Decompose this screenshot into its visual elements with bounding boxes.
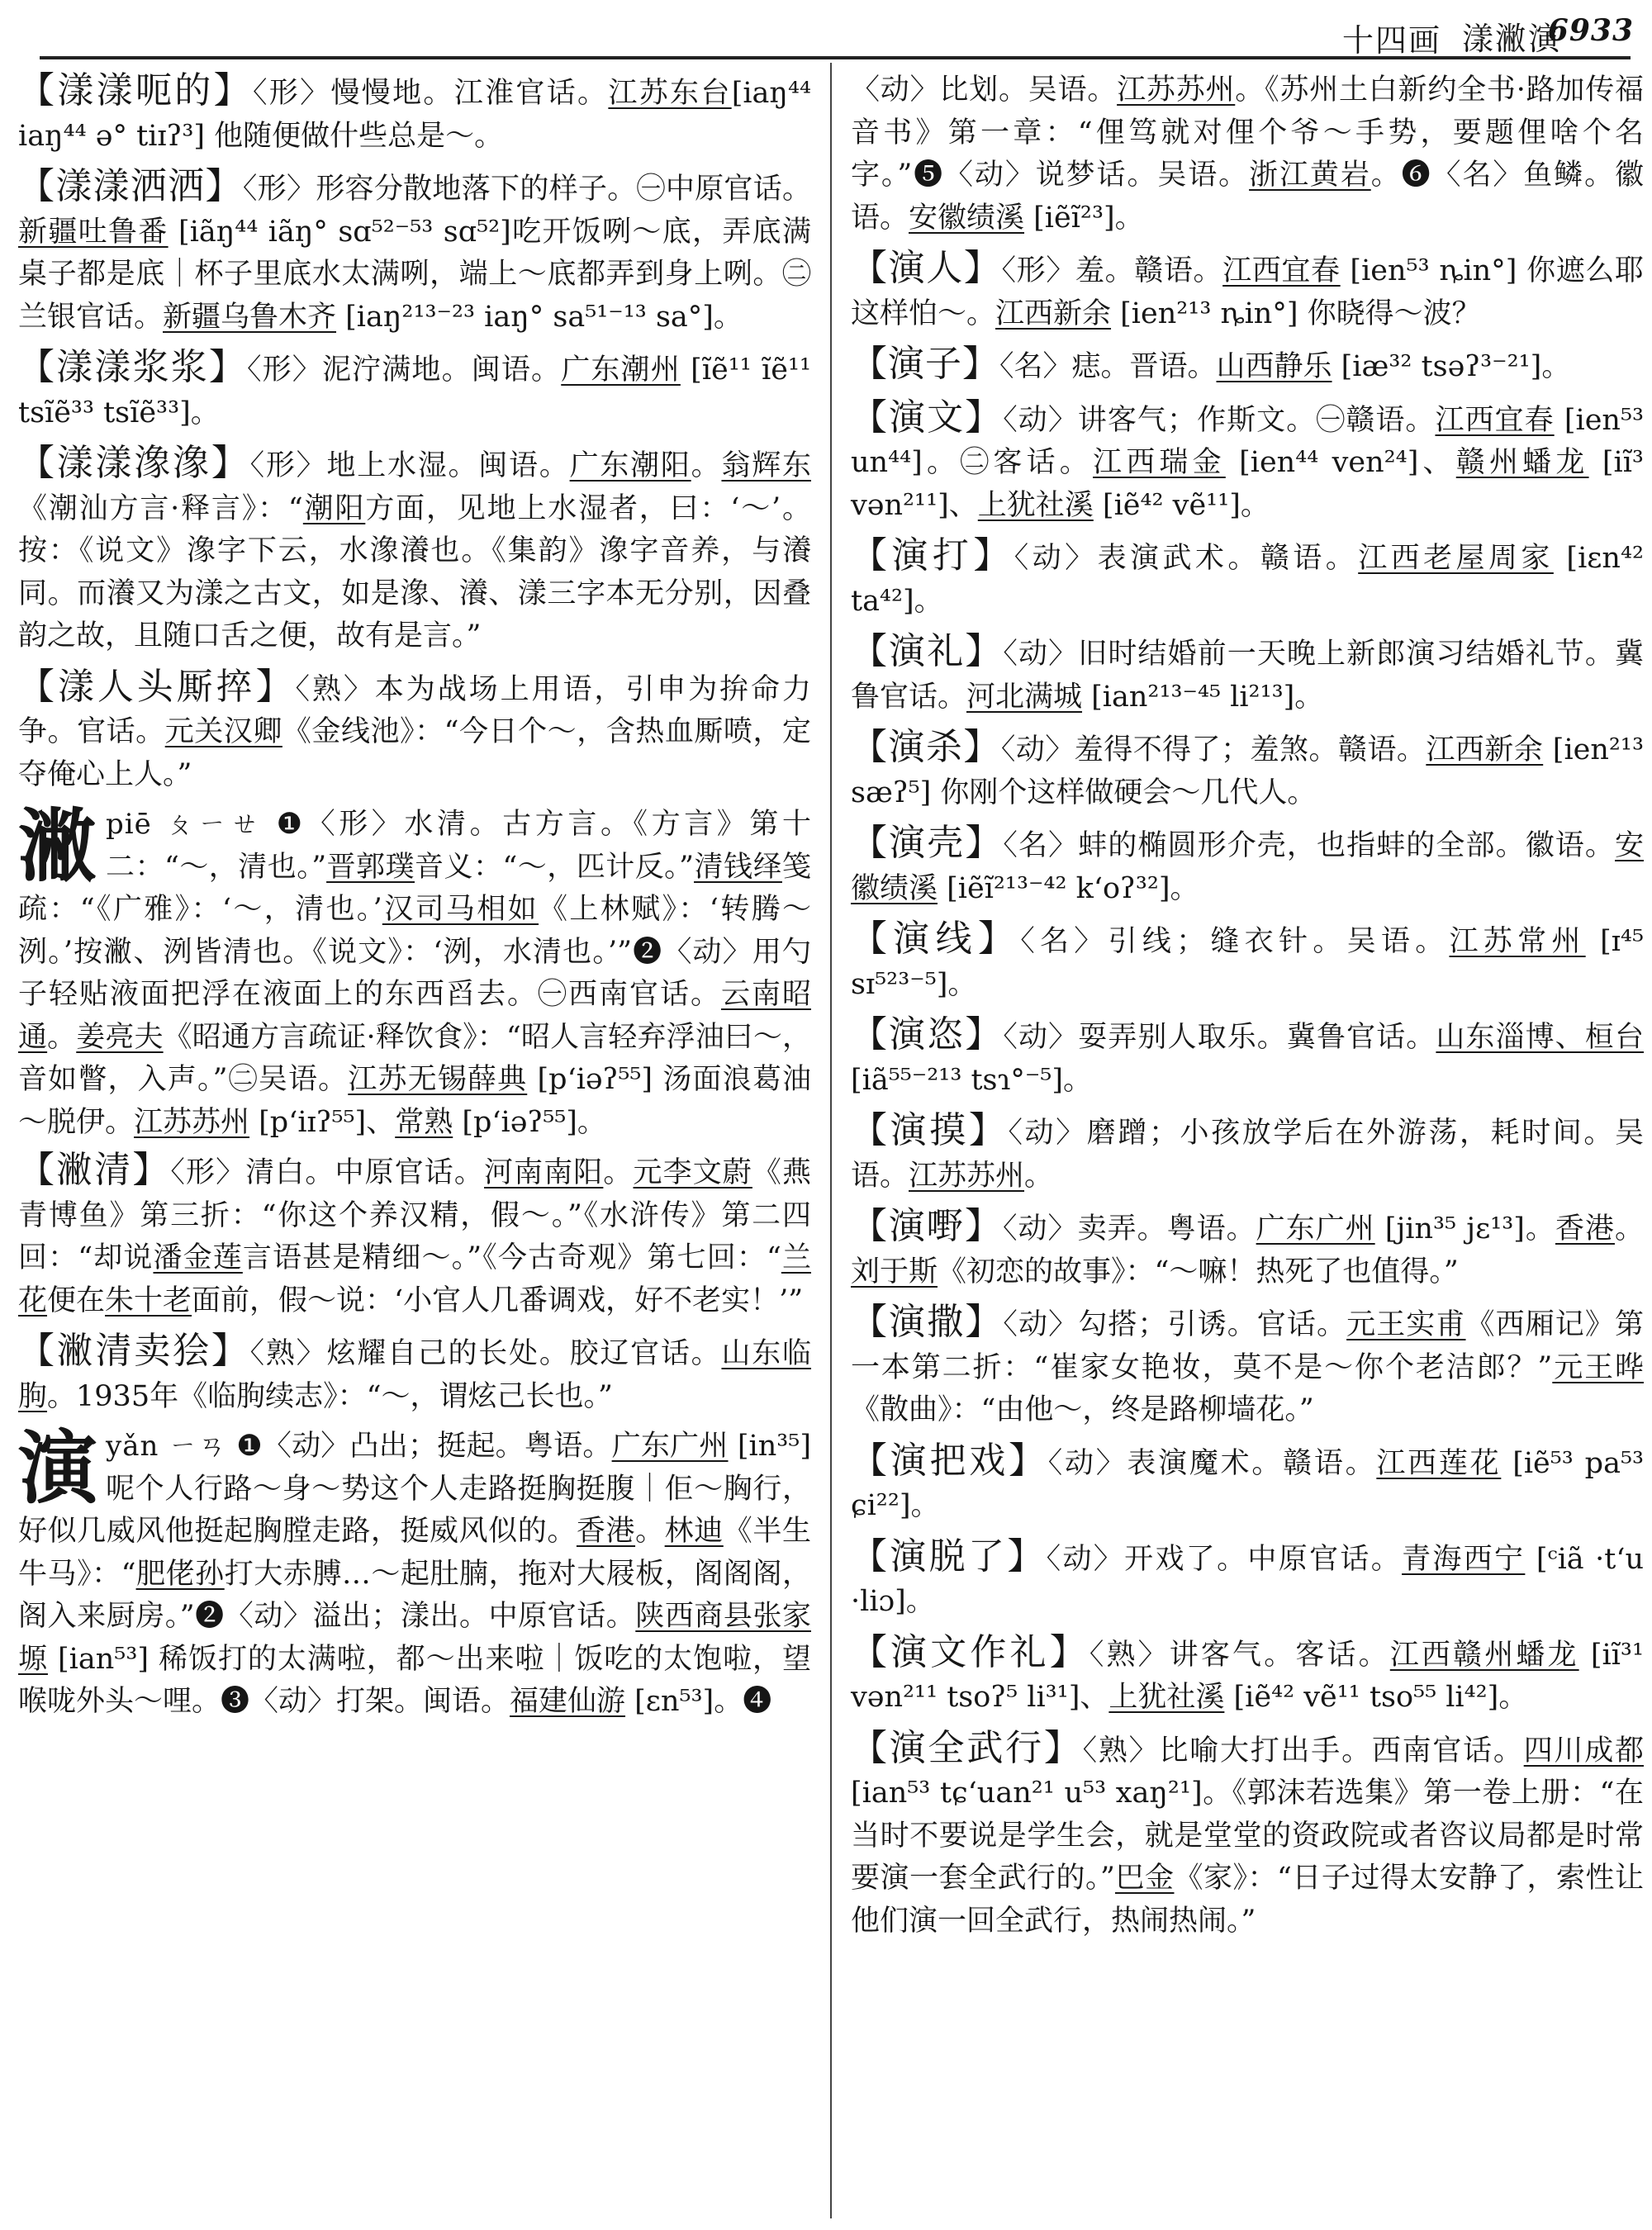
- place-name: 安徽绩溪: [909, 201, 1025, 235]
- entry-headword: 漾漾洒洒: [55, 165, 206, 207]
- place-name: 山东淄博、桓台: [1436, 1021, 1644, 1054]
- entry-yanren: 【演人】〈形〉羞。赣语。江西宜春 [ien⁵³ ȵin°] 你遮么耶这样怕～。江西新余 [ien²¹³ ȵin°] 你晓得～波？: [851, 247, 1645, 330]
- place-name: 安徽绩溪: [851, 829, 1645, 905]
- page-number: 6933: [1547, 13, 1634, 48]
- char-entry-yan: 演 yǎn ㄧㄢ ❶〈动〉凸出；挺起。粤语。广东广州 [in³⁵] 呢个人行路～身～势这个人走路挺胸挺腹｜佢～胸行，好似几威风他挺起胸膛走路，挺威风似的。香港。林迪《半生牛马》：“肥佬孙打大赤膊…～起肚腩，拖对大屐板，阁阁阁，阁入来厨房。”❷〈动〉溢出；漾出。中原官话。陕西商县张家塬 [ian⁵³] 稀饭打的太满啦，都～出来啦｜饭吃的太饱啦，望喉咙外头～哩。❸〈动〉打架。闽语。福建仙游 [ɛn⁵³]。❹: [18, 1421, 811, 1718]
- person-name: 姜亮夫: [76, 1020, 164, 1054]
- header-rule: [40, 56, 1631, 59]
- entry-pronunciation: [iaŋ²¹³⁻²³ iaŋ° sa⁵¹⁻¹³ sa°]。: [336, 300, 743, 334]
- entry-definition: ❶〈动〉凸出；挺起。粤语。: [226, 1430, 612, 1463]
- entry-definition: 〈形〉慢慢地。江淮官话。: [252, 77, 609, 110]
- entry-yanzi-2: 【演恣】〈动〉耍弄别人取乐。冀鲁官话。山东淄博、桓台 [iã⁵⁵⁻²¹³ tsɿ°⁻⁵]。: [851, 1013, 1644, 1097]
- entry-pieqing-maikuai: 【潎清卖狯】〈熟〉炫耀自己的长处。胶辽官话。山东临朐。1935年《临朐续志》：“～，谓炫己长也。”: [18, 1330, 812, 1413]
- place-name: 常熟: [395, 1105, 453, 1139]
- entry-pronunciation: [ᶜiã ·t‘u ·liɔ]。: [851, 1542, 1644, 1618]
- entry-headword: 演壳: [889, 822, 966, 864]
- person-name: 潘金莲: [153, 1241, 243, 1274]
- entry-pronunciation: [iẽ⁵³ pa⁵³ ɕi²²]。: [851, 1446, 1645, 1522]
- place-name: 广东潮阳: [569, 449, 691, 482]
- place-name: 江西新余: [1426, 733, 1544, 766]
- place-name: 江苏苏州: [1117, 74, 1236, 107]
- entry-pronunciation: [ɪ⁴⁵ sɪ⁵²³⁻⁵]。: [851, 925, 1644, 1001]
- entry-definition: 〈名〉蚌的椭圆形介壳，也指蚌的全部。徽语。: [1003, 829, 1615, 862]
- entry-definition: 〈动〉耍弄别人取乐。冀鲁官话。: [1003, 1021, 1436, 1054]
- place-name: 新疆吐鲁番: [18, 215, 169, 249]
- entry-yantuole: 【演脱了】〈动〉开戏了。中原官话。青海西宁 [ᶜiã ·t‘u ·liɔ]。: [851, 1535, 1644, 1618]
- entry-headword: 漾人头厮捽: [57, 665, 256, 708]
- person-name: 巴金: [1114, 1862, 1175, 1895]
- pinyin-zhuyin: yǎn ㄧㄢ: [106, 1430, 227, 1463]
- entry-yanye: 【演嘢】〈动〉卖弄。粤语。广东广州 [jin³⁵ jɛ¹³]。香港。刘于斯《初恋的故事》：“～嘛！热死了也值得。”: [851, 1205, 1644, 1288]
- entry-headword: 演文: [889, 396, 966, 439]
- entry-yanbaxi: 【演把戏】〈动〉表演魔术。赣语。江西莲花 [iẽ⁵³ pa⁵³ ɕi²²]。: [851, 1439, 1645, 1522]
- place-name: 云南昭通: [18, 978, 811, 1054]
- entry-yangyang-ede: 【漾漾呃的】〈形〉慢慢地。江淮官话。江苏东台[iaŋ⁴⁴ iaŋ⁴⁴ ə° tiɪʔ³] 他随便做什些总是～。: [18, 69, 812, 153]
- entry-definition: 〈名〉痣。晋语。: [999, 350, 1217, 383]
- citation-text: 《潮汕方言·释言》：“: [18, 491, 303, 525]
- place-name: 江西赣州蟠龙: [1389, 1638, 1579, 1672]
- header-guide-words: 漾潎演: [1461, 21, 1561, 57]
- entry-definition: 〈动〉比划。吴语。: [851, 74, 1118, 107]
- entry-continuation: 〈动〉比划。吴语。江苏苏州。《苏州土白新约全书·路加传福音书》第一章：“俚笃就对俚个爷～手势，要题俚啥个名字。”❺〈动〉说梦话。吴语。浙江黄岩。❻〈名〉鱼鳞。徽语。安徽绩溪 [iẽĩ²³]。: [851, 74, 1644, 235]
- entry-headword: 演撒: [889, 1301, 966, 1343]
- entry-pronunciation: [iẽĩ²¹³⁻⁴² k‘oʔ³²]。: [938, 871, 1199, 905]
- place-name: 新疆乌鲁木齐: [163, 300, 337, 334]
- place-name: 江西宜春: [1222, 254, 1341, 287]
- entry-headword: 漾漾潒潒: [56, 442, 211, 484]
- entry-yanmo: 【演摸】〈动〉磨蹭；小孩放学后在外游荡，耗时间。吴语。江苏苏州。: [851, 1109, 1645, 1193]
- place-name: 江西瑞金: [1093, 446, 1226, 479]
- place-name: 江苏常州: [1449, 925, 1586, 958]
- entry-definition: 〈形〉清白。中原官话。: [170, 1156, 484, 1189]
- entry-definition: 〈动〉讲客气；作斯文。㊀赣语。: [1003, 403, 1436, 437]
- person-name: 朱十老: [105, 1283, 192, 1317]
- entry-yansa: 【演撒】〈动〉勾搭；引诱。官话。元王实甫《西厢记》第一本第二折：“崔家女艳妆，莫不是～你个老洁郎？”元王晔《散曲》：“由他～，终是路柳墙花。”: [851, 1301, 1645, 1426]
- entry-definition: 〈熟〉讲客气。客话。: [1089, 1638, 1390, 1672]
- entry-pronunciation: [iɛn⁴² ta⁴²]。: [851, 542, 1645, 618]
- citation-text: 《金线池》：“今日个～，含热血厮喷，定夺俺心上人。”: [18, 715, 811, 791]
- head-character: 演: [18, 1421, 97, 1515]
- place-name: 江西老屋周家: [1358, 542, 1554, 575]
- citation-text: 《散曲》：“由他～，终是路柳墙花。”: [851, 1393, 1314, 1426]
- entry-yansha: 【演杀】〈动〉羞得不得了；羞煞。赣语。江西新余 [ien²¹³ sæʔ⁵] 你刚个这样做硬会～几代人。: [851, 726, 1644, 809]
- place-name: 香港: [1555, 1212, 1615, 1245]
- entry-headword: 漾漾浆浆: [56, 346, 209, 388]
- entry-headword: 演恣: [889, 1013, 966, 1056]
- entry-definition: 〈动〉卖弄。粤语。: [1003, 1212, 1256, 1245]
- entry-yanwen-zuoli: 【演文作礼】〈熟〉讲客气。客话。江西赣州蟠龙 [iĩ³¹ vən²¹¹ tsoʔ⁵ li³¹]、上犹社溪 [iẽ⁴² vẽ¹¹ tso⁵⁵ li⁴²]。: [851, 1630, 1644, 1714]
- entry-pronunciation: [ian²¹³⁻⁴⁵ li²¹³]。: [1082, 680, 1324, 714]
- place-name: 河南南阳: [484, 1156, 604, 1189]
- entry-headword: 演摸: [890, 1109, 969, 1151]
- entry-headword: 演文作礼: [890, 1630, 1050, 1673]
- place-name: 江西新余: [995, 297, 1112, 330]
- column-divider: [830, 63, 832, 2218]
- entry-definition: 〈形〉地上水湿。闽语。: [249, 449, 570, 482]
- pinyin-zhuyin: piē ㄆㄧㄝ: [106, 808, 263, 841]
- entry-yanli: 【演礼】〈动〉旧时结婚前一天晚上新郎演习结婚礼节。冀鲁官话。河北满城 [ian²¹³⁻⁴⁵ li²¹³]。: [851, 630, 1645, 714]
- entry-yangyang-dangdang: 【漾漾潒潒】〈形〉地上水湿。闽语。广东潮阳。翁辉东《潮汕方言·释言》：“潮阳方面，见地上水湿者，曰：‘～’。按：《说文》潒字下云，水潒瀁也。《集韵》潒字音养，与瀁同。而瀁又为漾之古文，如是潒、瀁、漾三字本无分别，因叠韵之故，且随口舌之便，故有是言。”: [18, 442, 811, 652]
- person-name: 翁辉东: [721, 449, 811, 482]
- place-name: 四川成都: [1523, 1734, 1644, 1767]
- place-name: 江苏东台: [608, 77, 732, 110]
- entry-definition: 〈动〉旧时结婚前一天晚上新郎演习结婚礼节。冀鲁官话。: [851, 638, 1645, 714]
- person-name: 元关汉卿: [164, 715, 282, 748]
- person-name: 兰花: [18, 1241, 811, 1317]
- place-name: 浙江黄岩: [1249, 159, 1371, 192]
- header-stroke-count: 十四画: [1341, 22, 1441, 59]
- entry-headword: 演嘢: [889, 1205, 966, 1247]
- citation-text: 《家》：“日子过得太安静了，索性让他们演一回全武行，热闹热闹。”: [851, 1862, 1644, 1938]
- entry-yanda: 【演打】〈动〉表演武术。赣语。江西老屋周家 [iɛn⁴² ta⁴²]。: [851, 534, 1645, 618]
- citation-text: [ian⁵³ tɕ‘uan²¹ u⁵³ xaŋ²¹]。《郭沫若选集》第一卷上册：“在当时不要说是学生会，就是堂堂的资政院或者咨议局都是时常要演一套全武行的。”: [851, 1777, 1644, 1895]
- head-character: 潎: [18, 799, 97, 893]
- entry-yangyang-jiangjiang: 【漾漾浆浆】〈形〉泥泞满地。闽语。广东潮州 [ĩẽ¹¹ ĩẽ¹¹ tsĩẽ³³ tsĩẽ³³]。: [18, 346, 812, 429]
- entry-headword: 演人: [888, 247, 964, 289]
- entry-definition: 〈动〉磨蹭；小孩放学后在外游荡，耗时间。吴语。: [851, 1117, 1645, 1193]
- entry-headword: 演脱了: [890, 1535, 1008, 1578]
- person-name: 元李文蔚: [633, 1156, 752, 1189]
- entry-definition: 〈动〉表演魔术。赣语。: [1047, 1446, 1377, 1480]
- entry-definition: ❶〈形〉水清。古方言。《方言》第十二：“～，清也。”: [106, 808, 811, 884]
- person-name: 元王实甫: [1346, 1308, 1466, 1341]
- place-name: 潮阳: [302, 491, 366, 525]
- entry-headword: 潎清: [56, 1149, 133, 1191]
- entry-pronunciation: [ĩẽ¹¹ ĩẽ¹¹ tsĩẽ³³ tsĩẽ³³]。: [18, 353, 812, 429]
- entry-headword: 演打: [891, 534, 974, 576]
- entry-yan-quanwuhang: 【演全武行】〈熟〉比喻大打出手。西南官话。四川成都 [ian⁵³ tɕ‘uan²¹ u⁵³ xaŋ²¹]。《郭沫若选集》第一卷上册：“在当时不要说是学生会，就是堂堂的资政院或者咨议局都是时常要演一套全武行的。”巴金《家》：“日子过得太安静了，索性让他们演一回全武行，热闹热闹。”: [851, 1726, 1644, 1938]
- entry-example: [iãŋ⁴⁴ iãŋ° sɑ⁵²⁻⁵³ sɑ⁵²]吃开饭咧～底，弄底满桌子都是底｜杯子里底水太满咧，端上～底都弄到身上咧。㊁兰银官话。: [18, 215, 811, 334]
- entry-headword: 演杀: [888, 726, 964, 768]
- entry-yanwen: 【演文】〈动〉讲客气；作斯文。㊀赣语。江西宜春 [ien⁵³ un⁴⁴]。㊁客话。江西瑞金 [ien⁴⁴ ven²⁴]、赣州蟠龙 [iĩ³ vən²¹¹]、上犹社溪 [iẽ⁴² vẽ¹¹]。: [851, 396, 1645, 522]
- place-name: 山西静乐: [1216, 350, 1332, 383]
- person-name: 林迪: [664, 1515, 724, 1548]
- person-name: 肥佬孙: [135, 1557, 225, 1591]
- entry-definition: 〈名〉引线；缝衣针。吴语。: [1020, 925, 1450, 958]
- place-name: 江西宜春: [1435, 403, 1555, 437]
- person-name: 元王晔: [1552, 1350, 1644, 1384]
- place-name: 江西莲花: [1376, 1446, 1502, 1480]
- place-name: 江苏无锡薛典: [348, 1063, 528, 1096]
- place-name: 上犹社溪: [977, 488, 1094, 522]
- place-name: 青海西宁: [1402, 1542, 1526, 1576]
- entry-headword: 演全武行: [889, 1726, 1044, 1769]
- char-entry-pie: 潎 piē ㄆㄧㄝ ❶〈形〉水清。古方言。《方言》第十二：“～，清也。”晋郭璞音义：“～，匹计反。”清钱绎笺疏：“《广雅》：‘～，清也。’汉司马相如《上林赋》：‘转腾～洌。’按潎、洌皆清也。《说文》：‘洌，水清也。’”❷〈动〉用勺子轻贴液面把浮在液面上的东西舀去。㊀西南官话。云南昭通。姜亮夫《昭通方言疏证·释饮食》：“昭人言轻弃浮油曰～，音如瞥，入声。”㊁吴语。江苏无锡薛典 [p‘iəʔ⁵⁵] 汤面浪葛油～脱伊。江苏苏州 [p‘iɪʔ⁵⁵]、常熟 [p‘iəʔ⁵⁵]。: [18, 799, 811, 1139]
- entry-definition: 〈形〉泥泞满地。闽语。: [246, 353, 562, 387]
- entry-headword: 演子: [888, 343, 962, 385]
- place-name: 陕西商县张家塬: [18, 1600, 811, 1676]
- entry-example: [iaŋ⁴⁴ iaŋ⁴⁴ ə° tiɪʔ³] 他随便做什些总是～。: [18, 77, 812, 153]
- entry-pronunciation: [iæ³² tsəʔ³⁻²¹]。: [1332, 350, 1571, 383]
- entry-definition: 〈动〉勾搭；引诱。官话。: [1003, 1308, 1347, 1341]
- place-name: 广东广州: [1256, 1212, 1375, 1245]
- page-header: [0, 0, 1652, 59]
- person-name: 晋郭璞: [326, 850, 415, 884]
- entry-headword: 演把戏: [890, 1439, 1009, 1482]
- entry-headword: 潎清卖狯: [56, 1330, 211, 1372]
- entry-example: [ien²¹³ sæʔ⁵] 你刚个这样做硬会～几代人。: [851, 733, 1644, 809]
- place-name: 广东潮州: [561, 353, 681, 387]
- place-name: 江苏苏州: [134, 1105, 250, 1139]
- entry-pieqing: 【潎清】〈形〉清白。中原官话。河南南阳。元李文蔚《燕青博鱼》第三折：“你这个养汉精，假～。”《水浒传》第二四回：“却说潘金莲言语甚是精细～。”《今古奇观》第七回：“兰花便在朱十老面前，假～说：‘小官人几番调戏，好不老实！’”: [18, 1149, 811, 1317]
- entry-yanxian: 【演线】〈名〉引线；缝衣针。吴语。江苏常州 [ɪ⁴⁵ sɪ⁵²³⁻⁵]。: [851, 918, 1644, 1001]
- entry-headword: 演线: [893, 918, 978, 960]
- entry-yangyang-sasa: 【漾漾洒洒】〈形〉形容分散地落下的样子。㊀中原官话。新疆吐鲁番 [iãŋ⁴⁴ iãŋ° sɑ⁵²⁻⁵³ sɑ⁵²]吃开饭咧～底，弄底满桌子都是底｜杯子里底水太满咧，端上～底都弄到身上咧。㊁兰银官话。新疆乌鲁木齐 [iaŋ²¹³⁻²³ iaŋ° sa⁵¹⁻¹³ sa°]。: [18, 165, 812, 334]
- person-name: 汉司马相如: [382, 893, 539, 926]
- left-column: [18, 69, 811, 1729]
- entry-yanke: 【演壳】〈名〉蚌的椭圆形介壳，也指蚌的全部。徽语。安徽绩溪 [iẽĩ²¹³⁻⁴² k‘oʔ³²]。: [851, 822, 1645, 905]
- citation-text: 《西厢记》第一本第二折：“崔家女艳妆，莫不是～你个老洁郎？”: [851, 1308, 1645, 1384]
- entry-yanzi: 【演子】〈名〉痣。晋语。山西静乐 [iæ³² tsəʔ³⁻²¹]。: [851, 343, 1571, 385]
- entry-definition: 〈形〉羞。赣语。: [1001, 254, 1223, 287]
- entry-headword: 演礼: [889, 630, 966, 672]
- place-name: 上犹社溪: [1108, 1681, 1225, 1714]
- person-name: 清钱绎: [694, 850, 782, 884]
- entry-definition: 〈熟〉炫耀自己的长处。胶辽官话。: [249, 1337, 722, 1370]
- place-name: 赣州蟠龙: [1455, 446, 1589, 479]
- person-name: 刘于斯: [851, 1255, 938, 1288]
- place-name: 山东临朐: [18, 1337, 812, 1413]
- place-name: 香港: [576, 1515, 636, 1548]
- entry-headword: 漾漾呃的: [57, 69, 214, 112]
- citation-text: 。1935年《临朐续志》：“～，谓炫己长也。”: [47, 1379, 613, 1413]
- entry-definition: 〈形〉形容分散地落下的样子。㊀中原官话。: [242, 173, 812, 206]
- entry-definition: 〈熟〉本为战场上用语，引申为拚命力争。官话。: [18, 672, 811, 748]
- entry-pronunciation: [iã⁵⁵⁻²¹³ tsɿ°⁻⁵]。: [851, 1063, 1092, 1097]
- entry-definition: 〈动〉表演武术。赣语。: [1014, 542, 1359, 575]
- citation-text: 方面，见地上水湿者，曰：‘～’。按：《说文》潒字下云，水潒瀁也。《集韵》潒字音养，与瀁同。而瀁又为漾之古文，如是潒、瀁、漾三字本无分别，因叠韵之故，且随口舌之便，故有是言。”: [18, 491, 811, 652]
- entry-definition: 〈熟〉比喻大打出手。西南官话。: [1082, 1734, 1524, 1767]
- entry-definition: 〈动〉羞得不得了；羞煞。赣语。: [1000, 733, 1427, 766]
- place-name: 江苏苏州: [909, 1159, 1025, 1193]
- citation-text: 《初恋的故事》：“～嘛！热死了也值得。”: [938, 1255, 1459, 1288]
- entry-definition: 〈动〉开戏了。中原官话。: [1046, 1542, 1403, 1576]
- place-name: 广东广州: [611, 1430, 729, 1463]
- place-name: 福建仙游: [510, 1685, 626, 1718]
- place-name: 河北满城: [966, 680, 1083, 714]
- right-column: [851, 69, 1644, 1950]
- entry-yang-ren-tou-sizuo: 【漾人头厮捽】〈熟〉本为战场上用语，引申为拚命力争。官话。元关汉卿《金线池》：“今日个～，含热血厮喷，定夺俺心上人。”: [18, 665, 811, 791]
